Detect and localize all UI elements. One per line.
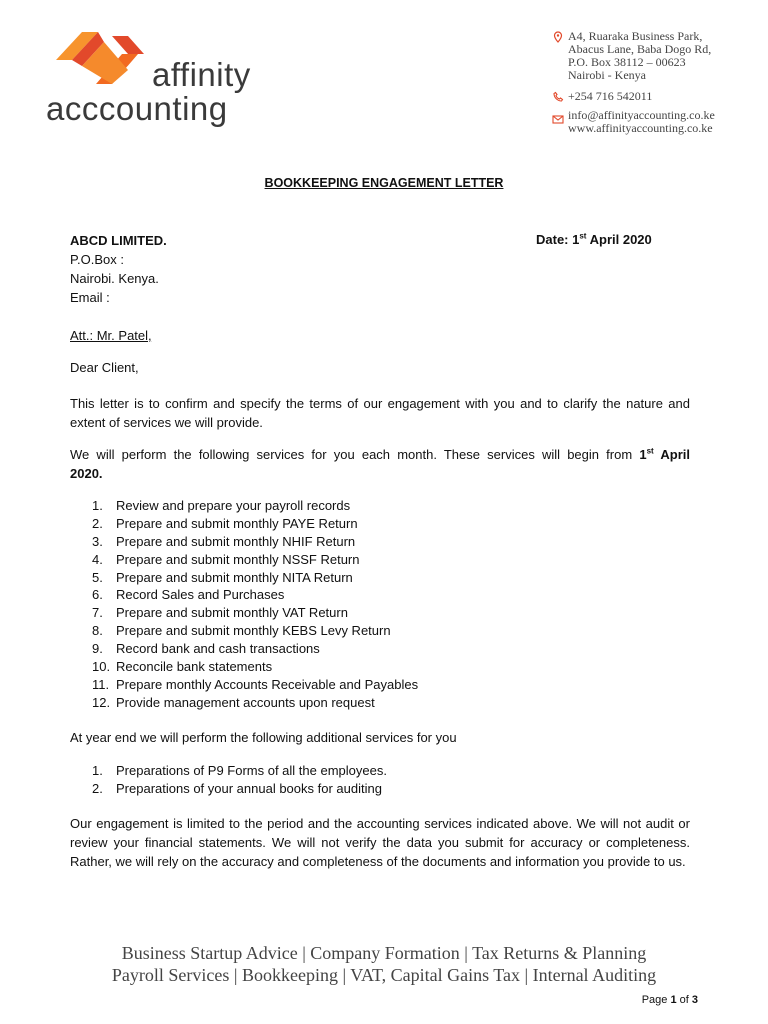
service-item	[70, 533, 690, 551]
service-item-text: Preparations of P9 Forms of all the employees.	[116, 763, 387, 778]
service-item	[70, 640, 690, 658]
address-block	[552, 30, 762, 82]
address-line: A4, Ruaraka Business Park,	[568, 29, 703, 43]
footer-services-line2: Payroll Services | Bookkeeping | VAT, Capital Gains Tax | Internal Auditing	[111, 965, 657, 985]
service-item-number: 8.	[92, 623, 103, 639]
service-item-text: Prepare and submit monthly PAYE Return	[116, 515, 358, 531]
service-item-number: 5.	[92, 569, 103, 585]
service-item-text: Prepare and submit monthly VAT Return	[116, 605, 348, 621]
service-item	[70, 515, 690, 533]
envelope-icon	[552, 113, 564, 125]
date-sup: st	[579, 231, 587, 241]
page-total: 3	[691, 994, 698, 1006]
service-item	[70, 622, 690, 640]
website-link[interactable]: www.affinityaccounting.co.ke	[568, 121, 713, 135]
address-line: P.O. Box 38112 – 00623	[568, 55, 686, 69]
service-item-text: Record Sales and Purchases	[116, 587, 285, 603]
footer-services-line1: Business Startup Advice | Company Formation | Tax Returns & Planning	[121, 943, 647, 963]
service-item-number: 3.	[92, 533, 103, 549]
service-item-text: Record bank and cash transactions	[116, 641, 320, 657]
email-row	[552, 109, 762, 135]
attention-line: Att.: Mr. Patel,	[70, 328, 152, 343]
service-item-number: 11.	[92, 676, 110, 692]
monthly-intro-text: We will perform the following services for you each month. These services will begin from	[70, 447, 640, 462]
service-item-number: 2.	[92, 780, 103, 796]
service-item	[70, 762, 690, 780]
recipient-name: ABCD LIMITED.	[70, 233, 167, 248]
year-end-intro: At year end we will perform the following additional services for you	[70, 730, 457, 745]
address-line: Abacus Lane, Baba Dogo Rd,	[568, 42, 712, 56]
start-day: 1	[639, 447, 647, 462]
service-item-text: Prepare and submit monthly NSSF Return	[116, 551, 360, 567]
recipient-po-box: P.O.Box :	[70, 252, 124, 267]
service-item	[70, 569, 690, 587]
address-line: Nairobi - Kenya	[568, 68, 646, 82]
recipient-city: Nairobi. Kenya.	[70, 271, 159, 286]
page-number	[642, 994, 698, 1006]
logo-mark-icon	[52, 24, 148, 86]
service-item	[70, 676, 690, 694]
service-item-number: 7.	[92, 605, 103, 621]
monthly-intro-paragraph	[70, 445, 690, 483]
service-item-number: 6.	[92, 587, 103, 603]
service-item	[70, 658, 690, 676]
date-label: Date: 1	[536, 232, 580, 247]
phone-row	[552, 90, 762, 103]
letter-date	[536, 232, 652, 247]
letter-title: BOOKKEEPING ENGAGEMENT LETTER	[264, 176, 504, 190]
recipient-email: Email :	[70, 290, 110, 305]
page-current: 1	[670, 994, 677, 1006]
service-item-text: Reconcile bank statements	[116, 659, 273, 675]
service-item-number: 2.	[92, 515, 103, 531]
service-item-number: 1.	[92, 498, 103, 513]
start-day-sup: st	[646, 446, 654, 456]
service-item	[70, 694, 690, 712]
phone-number[interactable]: +254 716 542011	[568, 89, 653, 103]
intro-paragraph: This letter is to confirm and specify the terms of our engagement with you and to clarify the nature and extent of services we will provide.	[70, 396, 690, 430]
service-item-text: Provide management accounts upon request	[116, 694, 375, 710]
service-item	[70, 551, 690, 569]
page-prefix: Page	[641, 994, 671, 1006]
logo-word-affinity: affinity	[152, 56, 251, 93]
monthly-services-list	[70, 497, 690, 712]
location-pin-icon	[552, 31, 564, 43]
service-item-number: 10.	[92, 659, 111, 675]
service-item-text: Preparations of your annual books for auditing	[116, 780, 382, 796]
service-item	[70, 497, 690, 515]
start-month: April	[653, 447, 690, 462]
date-rest: April 2020	[586, 232, 652, 247]
service-item-text: Prepare and submit monthly NHIF Return	[116, 533, 356, 549]
page-sep: of	[676, 994, 692, 1006]
service-item	[70, 780, 690, 798]
service-item-text: Prepare and submit monthly KEBS Levy Return	[116, 623, 391, 639]
service-item-number: 4.	[92, 551, 103, 567]
limitation-paragraph: Our engagement is limited to the period and the accounting services indicated above. We will not audit or review your financial statements. We will not verify the data you submit for accuracy or completeness. Rather, we will rely on the accuracy and completeness of the documents and information you provide to us.	[70, 816, 690, 869]
company-logo	[46, 22, 296, 134]
service-item-text: Review and prepare your payroll records	[116, 498, 351, 513]
contact-block	[552, 30, 762, 135]
service-item-text: Prepare monthly Accounts Receivable and Payables	[116, 676, 419, 692]
service-item-text: Prepare and submit monthly NITA Return	[116, 569, 353, 585]
email-link[interactable]: info@affinityaccounting.co.ke	[568, 108, 715, 122]
service-item-number: 12.	[92, 694, 111, 710]
service-item	[70, 604, 690, 622]
logo-word-accounting: acccounting	[46, 90, 228, 127]
year-end-services-list	[70, 762, 690, 798]
service-item-number: 9.	[92, 641, 103, 657]
service-item	[70, 586, 690, 604]
salutation: Dear Client,	[70, 360, 139, 375]
service-item-number: 1.	[92, 763, 103, 778]
phone-icon	[552, 91, 564, 103]
start-year: 2020.	[70, 466, 103, 481]
